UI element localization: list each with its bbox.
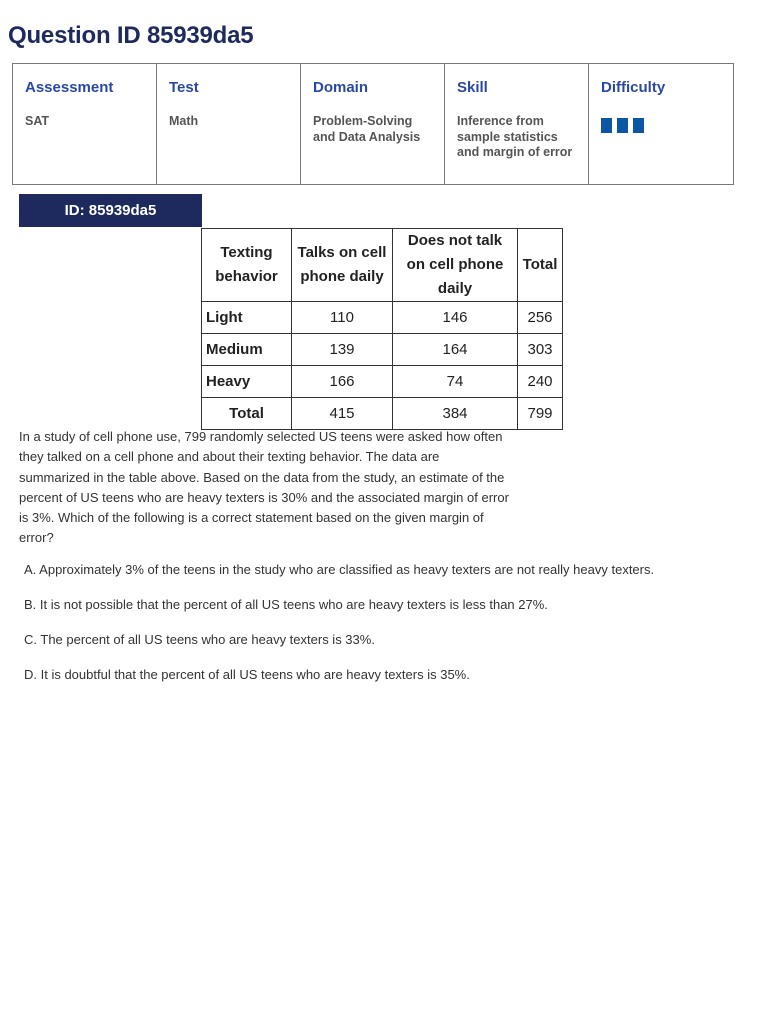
table-cell: 74	[393, 366, 518, 398]
test-value: Math	[169, 114, 199, 128]
meta-cell-difficulty	[589, 64, 734, 185]
answer-choice-a[interactable]: A. Approximately 3% of the teens in the study who are classified as heavy texters are not really heavy texters.	[24, 562, 655, 577]
assessment-heading: Assessment	[25, 79, 114, 96]
answer-choice-c[interactable]: C. The percent of all US teens who are heavy texters is 33%.	[24, 632, 375, 647]
difficulty-bar-icon	[617, 118, 628, 133]
difficulty-heading: Difficulty	[601, 79, 666, 96]
difficulty-bar-icon	[601, 118, 612, 133]
meta-cell-assessment	[13, 64, 157, 185]
answer-choice-d[interactable]: D. It is doubtful that the percent of all US teens who are heavy texters is 35%.	[24, 667, 470, 682]
table-cell: 303	[518, 334, 563, 366]
texting-data-table	[201, 228, 563, 430]
table-cell: 256	[518, 302, 563, 334]
question-meta-table	[12, 63, 734, 185]
meta-cell-skill	[445, 64, 589, 185]
meta-row	[13, 64, 734, 185]
page-title: Question ID 85939da5	[8, 22, 254, 49]
answer-choice-b[interactable]: B. It is not possible that the percent of all US teens who are heavy texters is less than 27%.	[24, 597, 548, 612]
table-header-row	[202, 229, 563, 302]
table-cell: 799	[518, 398, 563, 430]
skill-value: Inference from sample statistics and margin of error	[457, 114, 573, 159]
row-label: Heavy	[202, 366, 292, 398]
answer-choices	[24, 562, 654, 702]
column-header: Texting behavior	[202, 229, 292, 302]
row-label: Medium	[202, 334, 292, 366]
column-header: Talks on cell phone daily	[292, 229, 393, 302]
meta-cell-domain	[301, 64, 445, 185]
difficulty-bar-icon	[633, 118, 644, 133]
table-cell: 164	[393, 334, 518, 366]
table-cell: 139	[292, 334, 393, 366]
domain-heading: Domain	[313, 79, 369, 96]
meta-cell-test	[157, 64, 301, 185]
column-header: Total	[518, 229, 563, 302]
row-label: Total	[202, 398, 292, 430]
table-cell: 166	[292, 366, 393, 398]
domain-value: Problem-Solving and Data Analysis	[313, 114, 421, 144]
table-cell: 110	[292, 302, 393, 334]
test-heading: Test	[169, 79, 199, 96]
table-row	[202, 334, 563, 366]
question-id-banner: ID: 85939da5	[19, 194, 202, 227]
column-header: Does not talk on cell phone daily	[393, 229, 518, 302]
table-cell: 146	[393, 302, 518, 334]
row-label: Light	[202, 302, 292, 334]
table-cell: 384	[393, 398, 518, 430]
table-cell: 415	[292, 398, 393, 430]
table-cell: 240	[518, 366, 563, 398]
skill-heading: Skill	[457, 79, 488, 96]
table-total-row	[202, 398, 563, 430]
question-stem: In a study of cell phone use, 799 randomly selected US teens were asked how often they talked on a cell phone and about their texting behavior. The data are summarized in the table above. Based on the data from the study, an estimate of the percent of US teens who are heavy texters is 30% and the associated margin of error is 3%. Which of the following is a correct statement based on the given margin of error?	[19, 429, 509, 546]
difficulty-bars-icon	[601, 118, 721, 133]
assessment-value: SAT	[25, 114, 50, 128]
table-row	[202, 366, 563, 398]
table-row	[202, 302, 563, 334]
